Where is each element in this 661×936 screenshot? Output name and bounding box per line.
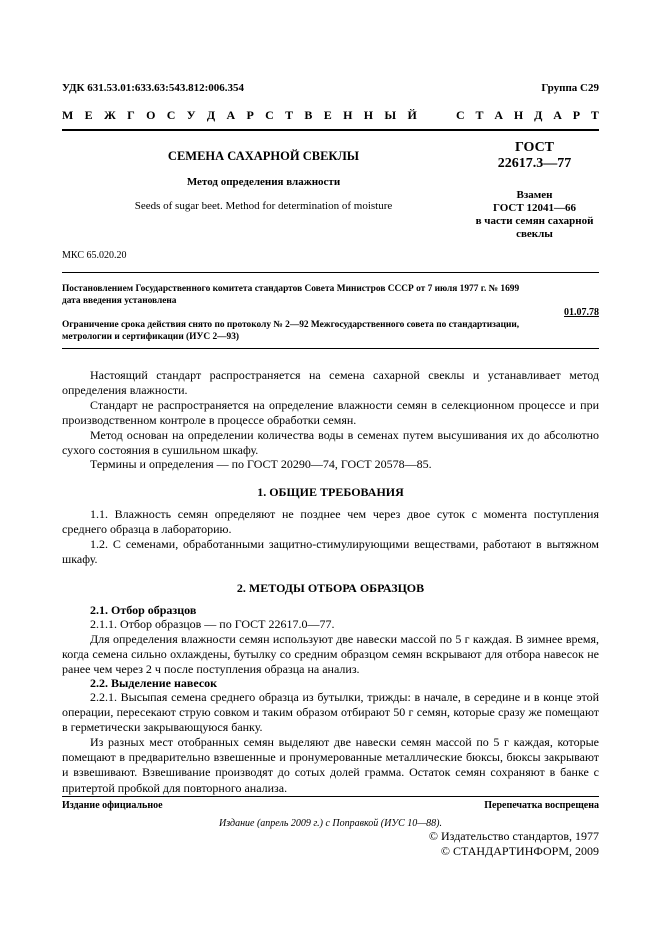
copyright-1977: © Издательство стандартов, 1977: [428, 829, 599, 843]
limit-line1: Ограничение срока действия снято по протоколу № 2—92 Межгосударственного совета по стандартизации,: [62, 320, 520, 330]
heading-letter: Й: [407, 108, 417, 122]
heading-letter: Ж: [103, 108, 116, 122]
heading-letter: У: [186, 108, 196, 122]
heading-letter: Е: [84, 108, 93, 122]
heading-letter: А: [494, 108, 504, 122]
section-heading: 1. ОБЩИЕ ТРЕБОВАНИЯ: [257, 485, 404, 499]
copyright-2009: © СТАНДАРТИНФОРМ, 2009: [440, 844, 599, 858]
heading-letter: О: [146, 108, 156, 122]
intro-paragraph: Термины и определения — по ГОСТ 20290—74, ГОСТ 20578—85.: [90, 457, 432, 471]
interstate-heading: [62, 108, 417, 123]
heading-letter: С: [456, 108, 465, 122]
heading-letter: М: [62, 108, 74, 122]
standard-heading: [456, 108, 599, 123]
footer-rule: [62, 796, 599, 797]
subsection-heading: 2.2. Выделение навесок: [90, 676, 218, 690]
top-rule: [62, 129, 599, 131]
official-edition: Издание официальное: [62, 800, 163, 811]
document-title: СЕМЕНА САХАРНОЙ СВЕКЛЫ: [167, 149, 360, 163]
rule-after-mks: [62, 272, 599, 273]
effective-date: 01.07.78: [564, 307, 599, 318]
heading-letter: Т: [590, 108, 599, 122]
heading-letter: Т: [285, 108, 294, 122]
document-subtitle: Метод определения влажности: [186, 176, 341, 188]
heading-letter: Р: [246, 108, 254, 122]
clause-paragraph: Из разных мест отобранных семян выделяют две навески семян массой по 5 г каждая, которые помещают в предварительно взвешенные и пронумерованные металлические бюксы, бюксы закрывают и взвешивают. Взвешивание производят до сотых долей грамма. Остаток семян сохраняют в банке с притертой пробкой для повторного анализа.: [62, 735, 599, 795]
gost-number: 22617.3—77: [497, 156, 572, 171]
clause-paragraph: 2.1.1. Отбор образцов — по ГОСТ 22617.0—77.: [90, 617, 335, 631]
heading-letter: С: [166, 108, 176, 122]
replaces-line: свеклы: [516, 228, 553, 240]
english-title: Seeds of sugar beet. Method for determination of moisture: [134, 200, 393, 212]
heading-letter: Н: [363, 108, 374, 122]
replaces-line: Взамен: [516, 189, 553, 201]
resolution-line1: Постановлением Государственного комитета стандартов Совета Министров СССР от 7 июля 1977 г. № 1699: [62, 284, 520, 294]
heading-letter: Д: [206, 108, 216, 122]
replaces-block: [470, 189, 599, 241]
heading-letter: Ы: [384, 108, 397, 122]
gost-label: ГОСТ: [514, 140, 555, 155]
intro-paragraph: Стандарт не распространяется на определение влажности семян в селекционном процессе и при производственном контроле в процессе обработки семян.: [62, 398, 599, 428]
heading-letter: Р: [572, 108, 581, 122]
udk-code: УДК 631.53.01:633.63:543.812:006.354: [62, 82, 244, 94]
edition-info: Издание (апрель 2009 г.) с Поправкой (ИУС 10—88).: [219, 818, 442, 829]
heading-letter: А: [226, 108, 236, 122]
clause-paragraph: 1.1. Влажность семян определяют не позднее чем через двое суток с момента поступления среднего образца в лабораторию.: [62, 507, 599, 537]
replaces-line: ГОСТ 12041—66: [493, 202, 576, 214]
heading-letter: В: [304, 108, 313, 122]
resolution-line2: дата введения установлена: [62, 296, 177, 306]
heading-letter: Н: [343, 108, 353, 122]
heading-letter: Е: [323, 108, 332, 122]
intro-paragraph: Настоящий стандарт распространяется на семена сахарной свеклы и устанавливает метод определения влажности.: [62, 368, 599, 398]
heading-letter: Д: [534, 108, 543, 122]
replaces-line: в части семян сахарной: [475, 215, 594, 227]
mks-code: МКС 65.020.20: [62, 250, 127, 261]
limit-line2: метрологии и сертификации (ИУС 2—93): [62, 332, 240, 342]
clause-paragraph: 1.2. С семенами, обработанными защитно-стимулирующими веществами, работают в вытяжном шкафу.: [62, 537, 599, 567]
intro-paragraph: Метод основан на определении количества воды в семенах путем высушивания их до абсолютно сухого состояния в сушильном шкафу.: [62, 428, 599, 458]
subsection-heading: 2.1. Отбор образцов: [90, 603, 197, 617]
heading-letter: Н: [513, 108, 524, 122]
group-code: Группа С29: [541, 82, 599, 94]
clause-paragraph: Для определения влажности семян используют две навески массой по 5 г каждая. В зимнее время, когда семена сильно охлаждены, бутылку со средним образцом семян вскрывают для отбора навесок не ранее чем через 2 ч после поступления образца на анализ.: [62, 632, 599, 677]
clause-paragraph: 2.2.1. Высыпая семена среднего образца из бутылки, трижды: в начале, в середине и в конце этой операции, пересекают струю совком и таким образом отбирают 50 г семян, которые сразу же помещают в герметически закрывающуюся банку.: [62, 690, 599, 735]
heading-letter: С: [265, 108, 274, 122]
heading-letter: Т: [475, 108, 484, 122]
reprint-notice: Перепечатка воспрещена: [484, 800, 599, 811]
section-heading: 2. МЕТОДЫ ОТБОРА ОБРАЗЦОВ: [236, 581, 425, 595]
heading-letter: А: [553, 108, 562, 122]
heading-letter: Г: [127, 108, 135, 122]
rule-after-resolution: [62, 348, 599, 349]
